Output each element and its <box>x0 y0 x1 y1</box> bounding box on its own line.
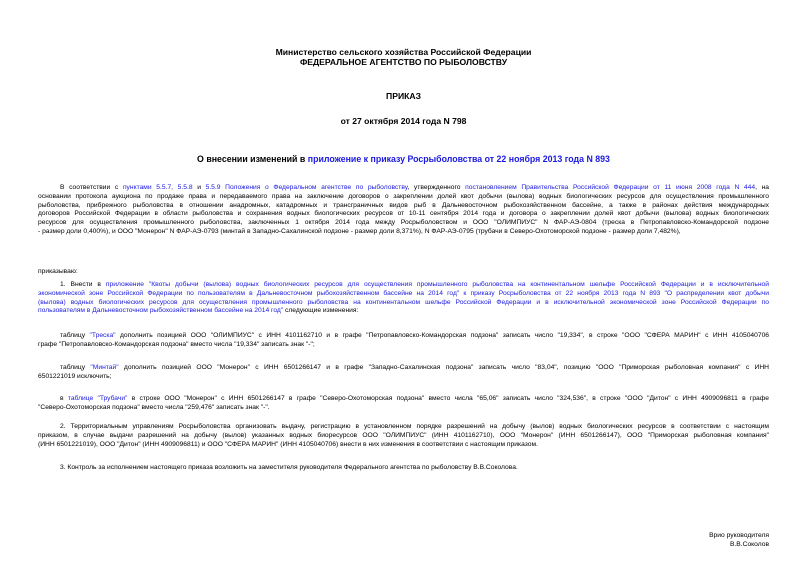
regulation-link[interactable]: 5.5.9 Положения о Федеральном агентстве по рыболовству <box>205 184 408 191</box>
decree-link[interactable]: постановлением Правительства Российской Федерации от 11 июня 2008 года N 444 <box>465 184 756 191</box>
mintai-line <box>38 364 769 373</box>
treska-line <box>38 332 769 341</box>
item-3-line: 3. Контроль за исполнением настоящего приказа возложить на заместителя руководителя Федерального агентства по рыболовству В.В.Соколова. <box>60 464 518 471</box>
trubachi-paragraph <box>38 395 769 413</box>
mintai-text: дополнить позицией ООО "Монерон" с ИНН 6501266147 и в графе "Западно-Сахалинская подзона" записать число "83,04", позицию "ООО "Приморская рыболовная компания" с ИНН <box>118 364 769 371</box>
preamble-line: рыболовства, прибрежного рыболовства в отношении анадромных, катадромных и трансграничных видов рыб в Дальневосточном рыбохозяйственном бассейне, а также в районах действия международных <box>38 201 769 209</box>
item-2-line: приказом, в случае выдачи разрешений на добычу (вылов) указанных водных биоресурсов ООО "ОЛИМПИУС" (ИНН 4101162710), ООО "Монерон" (ИНН 6501266147), ООО "Приморская рыболовная компания" <box>38 431 769 439</box>
title-prefix: О внесении изменений в <box>197 154 308 164</box>
mintai-table-link[interactable]: "Минтай" <box>90 364 119 371</box>
item-1-text: 1. Внести в <box>60 281 106 288</box>
document-date: от 27 октября 2014 года N 798 <box>340 116 467 126</box>
trubachi-line <box>38 395 769 404</box>
trubachi-text: в строке ООО "Монерон" с ИНН 6501266147 в графе "Северо-Охотоморская подзона" вместо числа "65,06" записать число "324,536", в строке "ООО "Дитон" с ИНН 4909096811 в графе <box>127 395 769 402</box>
preamble-text: В соответствии с <box>60 184 123 191</box>
treska-text: таблицу <box>60 332 90 339</box>
item-2-line: 2. Территориальным управлениям Росрыболовства организовать выдачу, регистрацию в установленном порядке разрешений на добычу (вылов) водных биологических ресурсов в соответствии с настоящим <box>60 423 769 430</box>
item-1-line <box>38 281 769 290</box>
appendix-link[interactable]: пользователям в Дальневосточном рыбохозяйственном бассейне на 2014 год" <box>38 307 284 315</box>
signature-position: Врио руководителя <box>709 532 769 539</box>
treska-text: дополнить позицией ООО "ОЛИМПИУС" с ИНН 4101162710 и в графе "Петропавловско-Командорская подзона" записать число "19,334", в строке "ООО "СФЕРА МАРИН" с ИНН 4105040706 <box>115 332 769 339</box>
preamble-line: основании протокола аукциона по продаже права и передаваемого права на заключение договоров о закреплении долей квот добычи (вылова) водных биологических ресурсов для осуществления промышленного <box>38 192 769 200</box>
preamble-text: , утвержденного <box>407 184 466 191</box>
preamble-line: договоров Российской Федерации в области рыболовства и сохранения водных биологических ресурсов от 10-11 сентября 2014 года и договора о закреплении долей квот добычи (вылова) водных биологических <box>38 210 769 218</box>
trubachi-line: "Северо-Охотоморская подзона" вместо числа "259,476" записать знак "-". <box>38 403 270 411</box>
appendix-link[interactable]: (вылова) водных биологических ресурсов для осуществления промышленного рыболовства на континентальном шельфе Российской Федерации и в исключительной экономической зоне Российской Федерации по <box>38 298 769 306</box>
trubachi-table-link[interactable]: таблице "Трубачи" <box>67 395 128 402</box>
preamble-text: , на <box>755 184 769 191</box>
item-3-paragraph <box>38 464 769 473</box>
mintai-text: таблицу <box>60 364 91 371</box>
item-1-line <box>38 307 769 316</box>
mintai-paragraph <box>38 364 769 382</box>
trubachi-text: в <box>60 395 68 402</box>
mintai-line: 6501221019 исключить; <box>38 372 112 380</box>
preamble-paragraph <box>38 184 769 237</box>
title-link[interactable]: приложение к приказу Росрыболовства от 22 ноября 2013 года N 893 <box>307 154 610 164</box>
appendix-link[interactable]: экономической зоне Российской Федерации по пользователям в Дальневосточном рыбохозяйственном бассейне на 2014 год" к приказу Росрыболовства от 22 ноября 2013 года N 893 "О распределении квот добычи <box>38 289 769 297</box>
document-title <box>0 154 807 165</box>
points-link[interactable]: пунктами 5.5.7, 5.5.8 <box>122 184 193 191</box>
treska-paragraph <box>38 332 769 350</box>
item-2-paragraph <box>38 423 769 449</box>
treska-table-link[interactable]: "Треска" <box>89 332 116 339</box>
signature-name: В.В.Соколов <box>729 541 769 548</box>
appendix-link[interactable]: приложение "Квоты добычи (вылова) водных биологических ресурсов для осуществления промышленного рыболовства на континентальном шельфе Российской Федерации и в исключительной <box>105 281 769 288</box>
preamble-line: - размер доли 0,400%), и ООО "Монерон" N ФАР-АЭ-0793 (минтай в Западно-Сахалинской подзоне - размер доли 8,371%), N ФАР-АЭ-0795 (трубачи в Северо-Охотоморской подзоне - размер доли 7,482%), <box>38 227 681 235</box>
item-2-line: (ИНН 6501221019), ООО "Дитон" (ИНН 4909096811) и ООО "СФЕРА МАРИН" (ИНН 4105040706) внести в них изменения в соответствии с настоящим приказом. <box>38 440 538 448</box>
preamble-line: ресурсов для осуществления промышленного рыболовства, заключенных 1 октября 2014 года между Росрыболовством и ООО "ОЛИМПИУС" N ФАР-АЭ-0804 (треска в Петропавловско-Командорской подзоне <box>38 219 769 226</box>
agency-name: ФЕДЕРАЛЬНОЕ АГЕНТСТВО ПО РЫБОЛОВСТВУ <box>299 57 508 67</box>
order-word <box>38 268 238 277</box>
treska-line: графе "Петропавловско-Командорская подзона" вместо числа "19,334" записать знак "-"; <box>38 340 315 348</box>
item-1-text: следующие изменения: <box>283 307 359 315</box>
preamble-text: и <box>192 184 206 191</box>
ministry-name: Министерство сельского хозяйства Российской Федерации <box>275 47 532 57</box>
document-type: ПРИКАЗ <box>386 91 421 101</box>
order-word-text: приказываю: <box>38 268 78 275</box>
preamble-line <box>38 184 769 193</box>
item-1-paragraph <box>38 281 769 316</box>
